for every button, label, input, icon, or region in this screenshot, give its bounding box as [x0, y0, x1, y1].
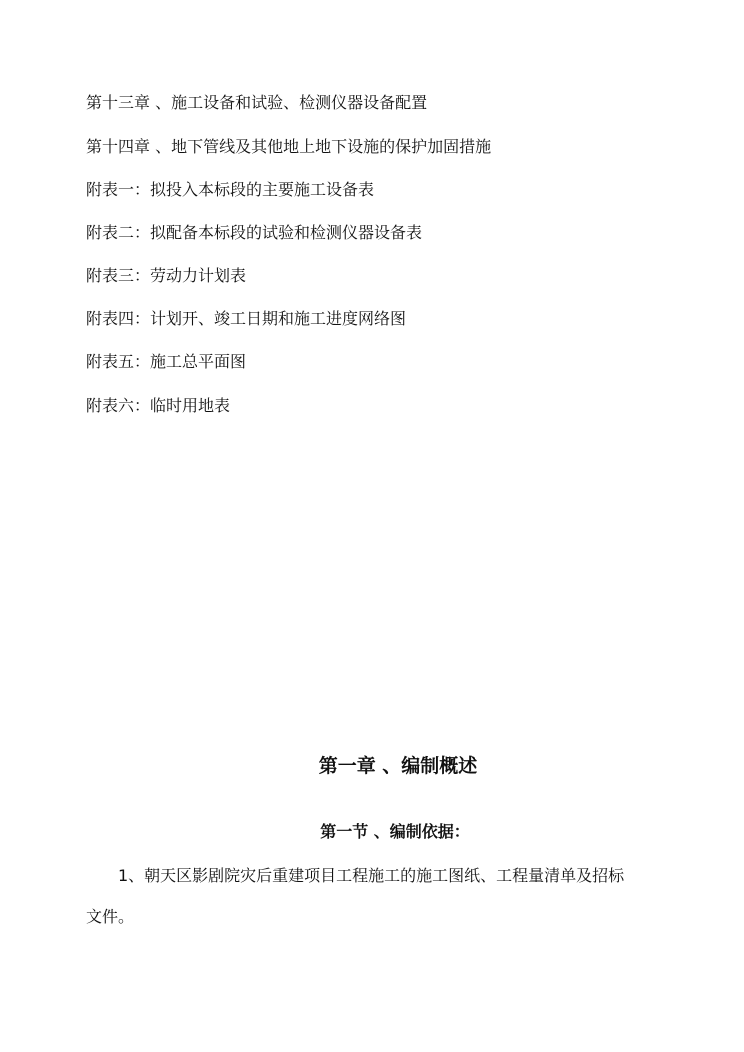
section-title: 第一节 、编制依据：: [320, 822, 470, 841]
paragraph-line-1: 1、朝天区影剧院灾后重建项目工程施工的施工图纸、工程量清单及招标: [118, 866, 625, 885]
toc-item-chapter-13: 第十三章 、施工设备和试验、检测仪器设备配置: [86, 93, 428, 112]
toc-item-appendix-5: 附表五：施工总平面图: [86, 352, 247, 371]
toc-item-appendix-3: 附表三：劳动力计划表: [86, 266, 247, 285]
toc-item-appendix-6: 附表六：临时用地表: [86, 396, 231, 415]
toc-item-appendix-1: 附表一：拟投入本标段的主要施工设备表: [86, 180, 375, 199]
toc-item-appendix-2: 附表二：拟配备本标段的试验和检测仪器设备表: [86, 223, 423, 242]
toc-item-appendix-4: 附表四：计划开、竣工日期和施工进度网络图: [86, 309, 407, 328]
chapter-title: 第一章 、编制概述: [318, 755, 478, 777]
toc-item-chapter-14: 第十四章 、地下管线及其他地上地下设施的保护加固措施: [86, 137, 492, 156]
paragraph-line-2: 文件。: [86, 907, 135, 926]
